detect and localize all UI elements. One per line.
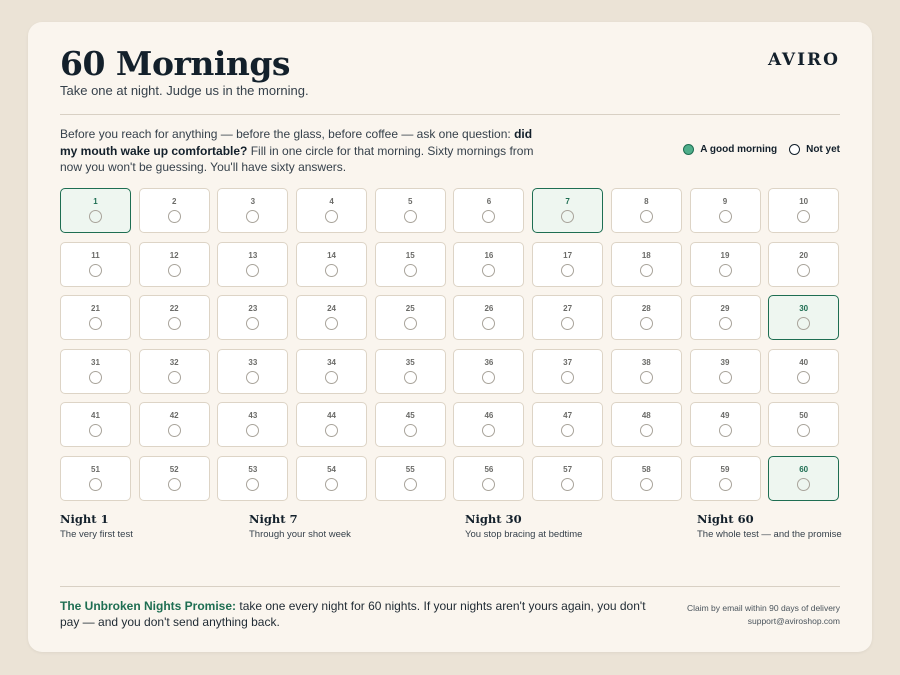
morning-circle-icon[interactable] [797,478,810,491]
morning-circle-icon[interactable] [89,264,102,277]
morning-circle-icon[interactable] [797,371,810,384]
day-cell-39[interactable] [690,349,761,394]
milestone-night-1 [60,512,133,540]
day-cell-58[interactable] [611,456,682,501]
day-number: 18 [641,250,651,260]
day-number: 6 [486,197,492,206]
milestone-night-7 [249,512,351,540]
day-cell-54[interactable] [296,456,367,501]
milestone-desc: The whole test — and the promise [697,529,842,540]
day-number: 3 [250,197,256,206]
day-cell-55[interactable] [375,456,446,501]
page-subtitle: Take one at night. Judge us in the morning. [60,83,309,98]
day-number: 27 [563,304,573,314]
day-number: 46 [484,411,494,421]
morning-circle-icon[interactable] [246,210,259,223]
day-cell-42[interactable] [139,402,210,447]
day-cell-20[interactable] [768,242,839,287]
morning-circle-icon[interactable] [168,317,181,330]
morning-circle-icon[interactable] [719,478,732,491]
day-number: 51 [91,464,100,474]
morning-circle-icon[interactable] [719,371,732,384]
day-cell-35[interactable] [375,349,446,394]
day-cell-21[interactable] [60,295,131,340]
morning-circle-icon[interactable] [404,210,417,223]
day-cell-41[interactable] [60,402,131,447]
day-cell-28[interactable] [611,295,682,340]
day-cell-23[interactable] [217,295,288,340]
day-number: 49 [720,411,730,421]
day-number: 42 [169,411,179,421]
milestone-name: Night 7 [249,512,298,526]
day-cell-44[interactable] [296,402,367,447]
legend [671,144,840,155]
promise-body: take one every night for 60 nights. If your nights aren't yours again, you don't pay — and you don't send anything back. [60,599,646,629]
day-number: 35 [405,357,415,367]
milestone-name: Night 30 [465,512,522,526]
legend-not-yet-label: Not yet [806,144,840,155]
morning-circle-icon[interactable] [168,371,181,384]
day-cell-50[interactable] [768,402,839,447]
day-number: 41 [91,411,100,421]
day-number: 16 [484,250,494,260]
day-number: 22 [169,304,179,314]
day-number: 34 [327,357,337,367]
day-cell-10[interactable] [768,188,839,233]
morning-circle-icon[interactable] [404,264,417,277]
morning-circle-icon[interactable] [404,371,417,384]
promise-lead: The Unbroken Nights Promise: [60,599,237,613]
milestone-night-60 [697,512,842,540]
day-cell-43[interactable] [217,402,288,447]
day-cell-3[interactable] [217,188,288,233]
milestone-night-30 [465,512,582,540]
day-number: 37 [563,357,573,367]
morning-circle-icon[interactable] [561,317,574,330]
morning-circle-icon[interactable] [404,317,417,330]
day-cell-49[interactable] [690,402,761,447]
morning-circle-icon[interactable] [797,317,810,330]
day-number: 28 [641,304,651,314]
morning-circle-icon[interactable] [482,210,495,223]
day-number: 40 [799,357,809,367]
morning-circle-icon[interactable] [246,424,259,437]
day-number: 15 [405,250,415,260]
morning-circle-icon[interactable] [89,317,102,330]
morning-circle-icon[interactable] [246,317,259,330]
brand-logo: AVIRO [767,50,840,70]
day-number: 24 [327,304,337,314]
day-number: 23 [248,304,258,314]
day-cell-36[interactable] [453,349,524,394]
day-cell-11[interactable] [60,242,131,287]
day-cell-6[interactable] [453,188,524,233]
day-cell-31[interactable] [60,349,131,394]
morning-circle-icon[interactable] [89,478,102,491]
morning-circle-icon[interactable] [561,210,574,223]
morning-circle-icon[interactable] [404,478,417,491]
day-cell-12[interactable] [139,242,210,287]
day-number: 8 [644,197,649,206]
day-cell-48[interactable] [611,402,682,447]
morning-circle-icon[interactable] [561,424,574,437]
day-cell-37[interactable] [532,349,603,394]
morning-circle-icon[interactable] [640,371,653,384]
divider-top [60,114,840,115]
morning-circle-icon[interactable] [168,210,181,223]
day-number: 21 [91,304,100,314]
day-number: 36 [484,357,494,367]
day-number: 29 [720,304,730,314]
morning-circle-icon[interactable] [640,210,653,223]
day-number: 4 [329,197,334,206]
day-cell-24[interactable] [296,295,367,340]
morning-circle-icon[interactable] [797,264,810,277]
morning-circle-icon[interactable] [168,478,181,491]
morning-circle-icon[interactable] [325,424,338,437]
day-cell-15[interactable] [375,242,446,287]
morning-circle-icon[interactable] [640,264,653,277]
day-number: 19 [720,250,730,260]
day-cell-57[interactable] [532,456,603,501]
day-number: 7 [565,197,570,206]
day-number: 11 [91,250,100,260]
day-number: 60 [799,464,809,474]
morning-circle-icon[interactable] [325,264,338,277]
morning-circle-icon[interactable] [482,478,495,491]
day-cell-16[interactable] [453,242,524,287]
day-cell-33[interactable] [217,349,288,394]
morning-circle-icon[interactable] [561,264,574,277]
morning-circle-icon[interactable] [168,424,181,437]
intro-question: did my mouth wake up comfortable? [60,127,533,158]
day-number: 31 [91,357,100,367]
day-number: 26 [484,304,494,314]
milestone-desc: Through your shot week [249,529,351,540]
day-number: 38 [641,357,651,367]
day-number: 13 [248,250,258,260]
day-number: 12 [169,250,179,260]
milestone-name: Night 60 [697,512,754,526]
day-cell-14[interactable] [296,242,367,287]
day-grid [60,188,839,501]
day-cell-18[interactable] [611,242,682,287]
good-morning-dot-icon [683,144,694,155]
day-number: 58 [641,464,651,474]
morning-circle-icon[interactable] [719,210,732,223]
legend-good-label: A good morning [700,144,778,155]
day-cell-4[interactable] [296,188,367,233]
day-cell-25[interactable] [375,295,446,340]
claim-line: Claim by email within 90 days of delivery [686,603,840,613]
claim-info [687,602,840,627]
day-cell-8[interactable] [611,188,682,233]
day-number: 17 [563,250,573,260]
day-number: 52 [169,464,179,474]
day-cell-47[interactable] [532,402,603,447]
day-cell-26[interactable] [453,295,524,340]
tracker-card [28,22,872,652]
day-cell-56[interactable] [453,456,524,501]
day-number: 54 [327,464,337,474]
day-cell-13[interactable] [217,242,288,287]
day-cell-46[interactable] [453,402,524,447]
day-cell-60[interactable] [768,456,839,501]
day-number: 30 [799,304,809,314]
day-cell-51[interactable] [60,456,131,501]
morning-circle-icon[interactable] [246,478,259,491]
morning-circle-icon[interactable] [168,264,181,277]
day-cell-5[interactable] [375,188,446,233]
morning-circle-icon[interactable] [89,424,102,437]
day-number: 48 [641,411,651,421]
day-number: 47 [563,411,573,421]
day-cell-2[interactable] [139,188,210,233]
day-cell-9[interactable] [690,188,761,233]
morning-circle-icon[interactable] [640,424,653,437]
day-cell-32[interactable] [139,349,210,394]
day-cell-7[interactable] [532,188,603,233]
day-number: 56 [484,464,494,474]
morning-circle-icon[interactable] [325,317,338,330]
day-cell-1[interactable] [60,188,131,233]
morning-circle-icon[interactable] [246,264,259,277]
day-cell-45[interactable] [375,402,446,447]
morning-circle-icon[interactable] [325,210,338,223]
milestone-name: Night 1 [60,512,109,526]
day-cell-52[interactable] [139,456,210,501]
day-number: 2 [171,197,177,206]
legend-good [683,144,777,155]
morning-circle-icon[interactable] [246,371,259,384]
morning-circle-icon[interactable] [640,317,653,330]
intro-after: Fill in one circle for that morning. Sixty mornings from now you won't be guessing. You'll have sixty answers. [60,143,534,174]
milestone-desc: The very first test [60,529,133,540]
day-cell-53[interactable] [217,456,288,501]
divider-bottom [60,586,840,587]
morning-circle-icon[interactable] [719,264,732,277]
intro-text [60,126,550,176]
not-yet-dot-icon [789,144,800,155]
page-title: 60 Mornings [60,44,291,83]
day-cell-34[interactable] [296,349,367,394]
morning-circle-icon[interactable] [482,424,495,437]
morning-circle-icon[interactable] [404,424,417,437]
day-number: 1 [93,197,98,206]
day-number: 43 [248,411,258,421]
day-number: 50 [799,411,809,421]
day-number: 5 [408,197,413,206]
day-number: 25 [405,304,415,314]
support-email: support@aviroshop.com [747,615,840,626]
day-cell-17[interactable] [532,242,603,287]
day-number: 39 [720,357,730,367]
day-cell-59[interactable] [690,456,761,501]
day-number: 44 [327,411,337,421]
day-cell-30[interactable] [768,295,839,340]
morning-circle-icon[interactable] [561,371,574,384]
promise-text [60,598,650,630]
day-cell-27[interactable] [532,295,603,340]
morning-circle-icon[interactable] [482,371,495,384]
morning-circle-icon[interactable] [719,317,732,330]
day-cell-38[interactable] [611,349,682,394]
morning-circle-icon[interactable] [325,478,338,491]
day-number: 14 [327,250,337,260]
day-number: 59 [720,464,730,474]
morning-circle-icon[interactable] [325,371,338,384]
day-number: 32 [169,357,179,367]
day-number: 55 [405,464,415,474]
morning-circle-icon[interactable] [89,210,102,223]
morning-circle-icon[interactable] [482,264,495,277]
legend-not-yet [789,144,840,155]
morning-circle-icon[interactable] [89,371,102,384]
intro-before: Before you reach for anything — before the glass, before coffee — ask one question: [60,127,515,141]
day-cell-40[interactable] [768,349,839,394]
day-number: 57 [563,464,573,474]
day-cell-22[interactable] [139,295,210,340]
day-number: 33 [248,357,258,367]
day-cell-29[interactable] [690,295,761,340]
milestone-desc: You stop bracing at bedtime [465,529,583,540]
morning-circle-icon[interactable] [797,210,810,223]
morning-circle-icon[interactable] [797,424,810,437]
day-number: 53 [248,464,258,474]
day-number: 9 [722,197,728,206]
day-number: 20 [799,250,809,260]
day-cell-19[interactable] [690,242,761,287]
morning-circle-icon[interactable] [561,478,574,491]
morning-circle-icon[interactable] [640,478,653,491]
morning-circle-icon[interactable] [719,424,732,437]
day-number: 45 [405,411,415,421]
morning-circle-icon[interactable] [482,317,495,330]
day-number: 10 [799,197,809,206]
